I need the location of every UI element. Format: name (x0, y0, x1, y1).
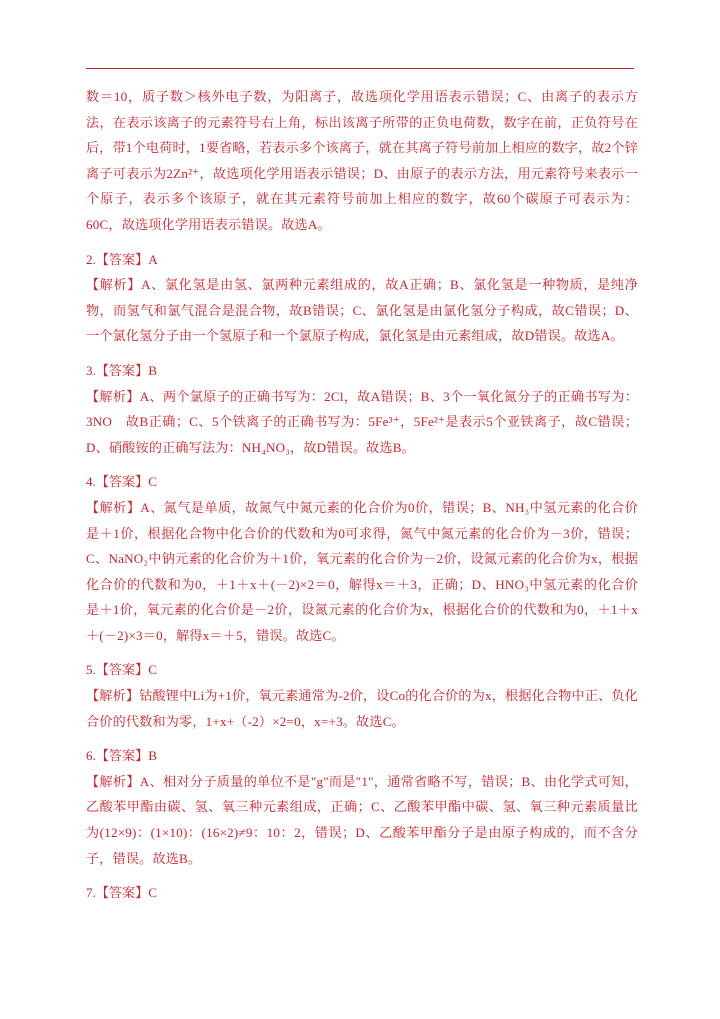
answer-value-4: C (148, 474, 157, 490)
analysis-text-4: A、氮气是单质，故氮气中氮元素的化合价为0价，错误；B、NH₃中氢元素的化合价是＋1价，根据化合物中化合价的代数和为0可求得，氮气中氮元素的化合价为－3价，错误；C、NaNO₂中钠元素的化合价为＋1价，氧元素的化合价为－2价，设氮元素的化合价为x，根据化合价的代数和为0，＋1＋x＋(－2)×2＝0，解得x＝＋3，正确；D、HNO₃中氢元素的化合价是＋1价，氧元素的化合价是－2价，设氮元素的化合价为x，根据化合价的代数和为0，＋1＋x＋(－2)×3＝0，解得x＝＋5，错误。故选C。 (86, 499, 638, 643)
answer-label-7: 【答案】 (95, 885, 149, 901)
analysis-label-4: 【解析】 (86, 499, 141, 515)
question-number-5: 5. (86, 662, 96, 678)
analysis-4 (86, 495, 638, 649)
analysis-5 (86, 683, 638, 734)
document-content (86, 84, 638, 906)
question-block-5 (86, 657, 638, 734)
analysis-text-2: A、氯化氢是由氢、氯两种元素组成的，故A正确；B、氯化氢是一种物质，是纯净物，而氢气和氯气混合是混合物，故B错误；C、氯化氢是由氯化氢分子构成，故C错误；D、一个氯化氢分子由一个氢原子和一个氯原子构成，氯化氢是由元素组成，故D错误。故选A。 (86, 277, 638, 344)
analysis-label-2: 【解析】 (86, 277, 142, 293)
answer-value-6: B (148, 748, 157, 764)
answer-line-6 (86, 743, 638, 769)
answer-line-5 (86, 657, 638, 683)
answer-value-5: C (148, 662, 157, 678)
question-block-2 (86, 247, 638, 349)
analysis-6 (86, 769, 638, 871)
answer-value-2: A (148, 251, 158, 267)
answer-value-3: B (148, 362, 157, 378)
question-block-3 (86, 358, 638, 460)
header-divider (86, 68, 634, 69)
analysis-text-5: 钴酸锂中Li为+1价，氧元素通常为-2价，设Co的化合价的为x，根据化合物中正、负化合价的代数和为零，1+x+（-2）×2=0，x=+3。故选C。 (86, 688, 638, 729)
answer-line-7 (86, 880, 638, 906)
question-number-7: 7. (86, 885, 96, 901)
answer-line-4 (86, 469, 638, 495)
analysis-label-5: 【解析】 (86, 688, 140, 704)
analysis-text-3: A、两个氯原子的正确书写为：2Cl，故A错误；B、3个一氧化氮分子的正确书写为：3NO 故B正确；C、5个铁离子的正确书写为：5Fe³⁺，5Fe²⁺是表示5个亚铁离子，故C错误；D、硝酸铵的正确写法为：NH₄NO₃，故D错误。故选B。 (86, 388, 639, 455)
question-block-7 (86, 880, 638, 906)
answer-line-3 (86, 358, 638, 384)
question-number-2: 2. (86, 251, 96, 267)
question-number-3: 3. (86, 362, 96, 378)
answer-label-5: 【答案】 (95, 662, 149, 678)
question-block-6 (86, 743, 638, 871)
question-block-4 (86, 469, 638, 648)
paragraph-continuation: 数＝10，质子数＞核外电子数，为阳离子，故选项化学用语表示错误；C、由离子的表示方法，在表示该离子的元素符号右上角，标出该离子所带的正负电荷数，数字在前，正负符号在后，带1个电荷时，1要省略，若表示多个该离子，就在其离子符号前加上相应的数字，故2个锌离子可表示为2Zn²⁺，故选项化学用语表示错误；D、由原子的表示方法，用元素符号来表示一个原子，表示多个该原子，就在其元素符号前加上相应的数字，故60个碳原子可表示为：60C，故选项化学用语表示错误。故选A。 (86, 89, 638, 232)
question-number-6: 6. (86, 748, 96, 764)
analysis-2 (86, 272, 638, 349)
answer-line-2 (86, 247, 638, 273)
analysis-label-6: 【解析】 (86, 773, 140, 789)
answer-label-4: 【答案】 (95, 474, 149, 490)
answer-value-7: C (148, 885, 157, 901)
analysis-3 (86, 384, 638, 461)
analysis-label-3: 【解析】 (86, 388, 140, 404)
answer-label-6: 【答案】 (95, 748, 149, 764)
question-number-4: 4. (86, 474, 96, 490)
answer-label-2: 【答案】 (95, 251, 149, 267)
answer-label-3: 【答案】 (95, 362, 149, 378)
analysis-text-6: A、相对分子质量的单位不是"g"而是"1"，通常省略不写，错误；B、由化学式可知，乙酸苯甲酯由碳、氢、氧三种元素组成，正确；C、乙酸苯甲酯中碳、氢、氧三种元素质量比为(12×9)：(1×10)：(16×2)≠9：10：2，错误；D、乙酸苯甲酯分子是由原子构成的，而不含分子，错误。故选B。 (86, 773, 638, 866)
